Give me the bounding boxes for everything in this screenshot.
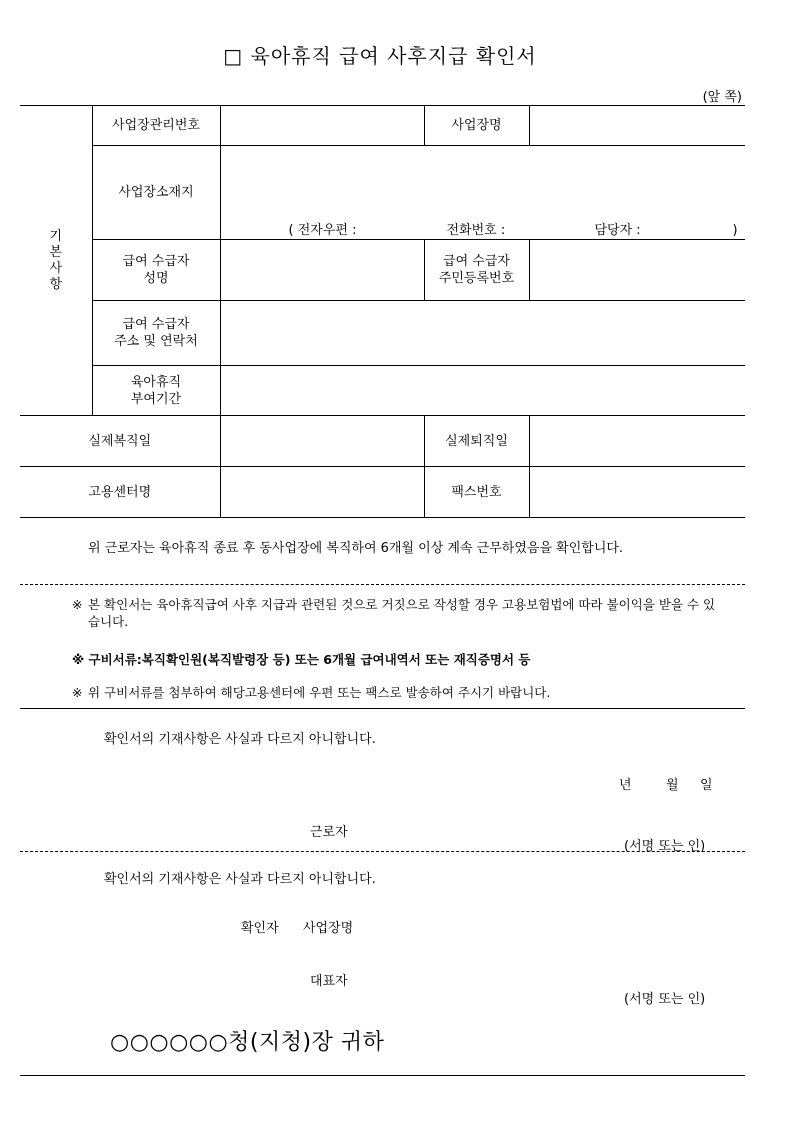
page-title: □ 육아휴직 급여 사후지급 확인서 — [223, 44, 537, 68]
date-month-label: 월 — [666, 778, 679, 793]
worker-statement: 확인서의 기재사항은 사실과 다르지 아니합니다. — [104, 732, 376, 747]
workplace-address-label: 사업장소재지 — [92, 146, 220, 240]
worker-sign-label: (서명 또는 인) — [624, 839, 706, 854]
actual-return-date-field[interactable] — [220, 416, 424, 467]
bottom-divider — [20, 1075, 745, 1076]
addressee: ○○○○○○청(지청)장 귀하 — [110, 1030, 385, 1055]
confirmer-workplace-label: 사업장명 — [303, 921, 354, 936]
note-1-text: 본 확인서는 육아휴직급여 사후 지급과 관련된 것으로 거짓으로 작성할 경우 고용보험법에 따라 불이익을 받을 수 있습니다. — [88, 597, 716, 629]
workplace-name-label: 사업장명 — [424, 106, 529, 146]
actual-leave-date-label: 실제퇴직일 — [424, 416, 529, 467]
employment-center-field[interactable] — [220, 467, 424, 518]
recipient-name-label: 급여 수급자 성명 — [92, 240, 220, 301]
dashed-divider-1 — [20, 584, 745, 585]
workplace-mgmt-no-field[interactable] — [220, 106, 424, 146]
note-1-mark: ※ — [72, 597, 83, 612]
recipient-address-field[interactable] — [220, 301, 745, 366]
recipient-rrn-label: 급여 수급자 주민등록번호 — [424, 240, 529, 301]
leave-period-label: 육아휴직 부여기간 — [92, 366, 220, 416]
fax-no-field[interactable] — [529, 467, 745, 518]
phone-label: 전화번호 : — [446, 223, 506, 238]
recipient-name-field[interactable] — [220, 240, 424, 301]
basic-section-label: 기 본 사 항 — [20, 106, 92, 416]
actual-leave-date-field[interactable] — [529, 416, 745, 467]
contact-person-label: 담당자 : — [594, 223, 641, 238]
workplace-name-field[interactable] — [529, 106, 745, 146]
basic-info-table — [20, 105, 745, 518]
recipient-address-label: 급여 수급자 주소 및 연락처 — [92, 301, 220, 366]
fax-no-label: 팩스번호 — [424, 467, 529, 518]
confirmer-label: 확인자 — [241, 921, 279, 936]
representative-label: 대표자 — [310, 974, 348, 989]
actual-return-date-label: 실제복직일 — [20, 416, 220, 467]
close-paren: ) — [732, 223, 738, 238]
workplace-mgmt-no-label: 사업장관리번호 — [92, 106, 220, 146]
worker-label: 근로자 — [310, 825, 348, 840]
confirm-statement: 위 근로자는 육아휴직 종료 후 동사업장에 복직하여 6개월 이상 계속 근무하였음을 확인합니다. — [88, 541, 624, 556]
page-side-label: (앞 쪽) — [702, 90, 742, 105]
dashed-divider-2 — [20, 851, 745, 852]
date-day-label: 일 — [700, 778, 713, 793]
note-1 — [72, 596, 722, 630]
date-year-label: 년 — [619, 778, 632, 793]
email-label: ( 전자우편 : — [288, 223, 357, 238]
workplace-address-field[interactable] — [220, 146, 745, 240]
note-2-required-docs: ※ 구비서류:복직확인원(복직발령장 등) 또는 6개월 급여내역서 또는 재직증명서 등 — [72, 652, 531, 667]
recipient-rrn-field[interactable] — [529, 240, 745, 301]
confirmer-statement: 확인서의 기재사항은 사실과 다르지 아니합니다. — [104, 872, 376, 887]
representative-sign-label: (서명 또는 인) — [624, 992, 706, 1007]
note-3-text: 위 구비서류를 첨부하여 해당고용센터에 우편 또는 팩스로 발송하여 주시기 바랍니다. — [88, 685, 551, 700]
solid-divider-1 — [20, 708, 745, 709]
employment-center-label: 고용센터명 — [20, 467, 220, 518]
note-3 — [72, 684, 722, 701]
leave-period-field[interactable] — [220, 366, 745, 416]
note-3-mark: ※ — [72, 685, 83, 700]
